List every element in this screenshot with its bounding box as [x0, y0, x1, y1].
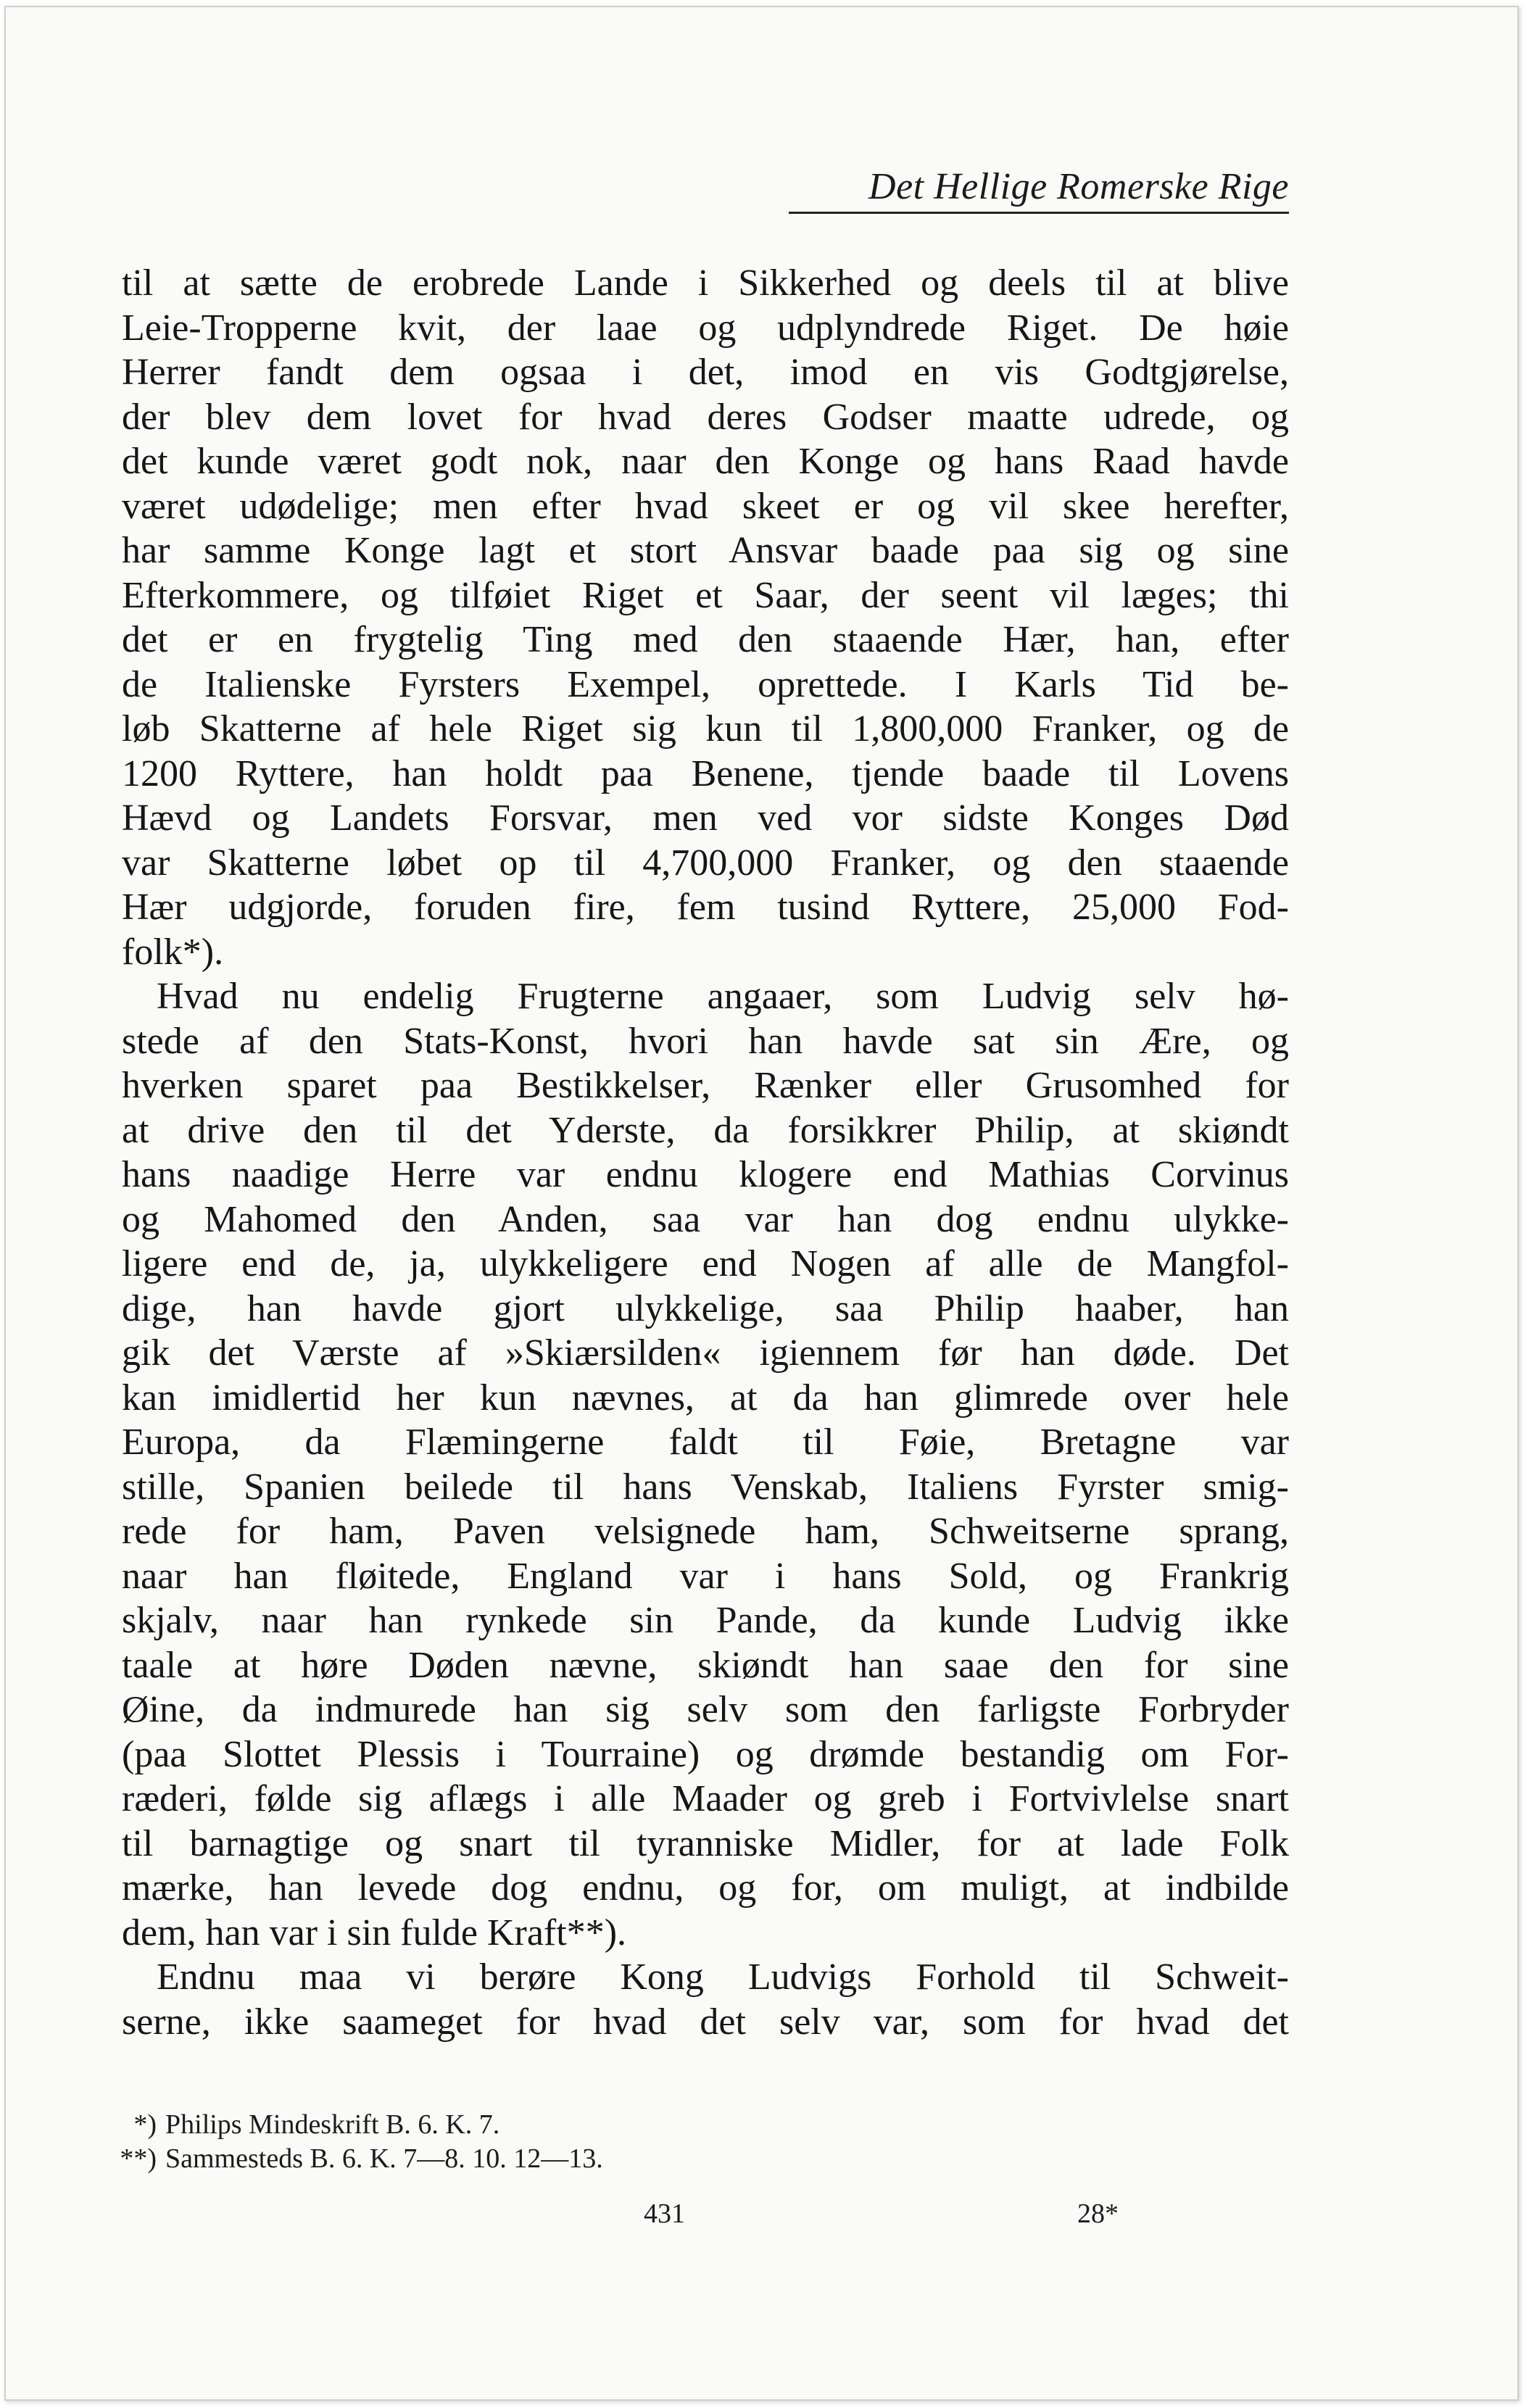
text-line: serne, ikke saameget for hvad det selv var, som for hvad det [122, 2001, 1289, 2043]
footnote-text: Philips Mindeskrift B. 6. K. 7. [165, 2109, 500, 2140]
text-line: taale at høre Døden nævne, skiøndt han saae den for sine [122, 1644, 1289, 1686]
footnote [122, 2108, 1289, 2142]
text-line: rede for ham, Paven velsignede ham, Schweitserne sprang, [122, 1511, 1289, 1552]
text-line: stede af den Stats-Konst, hvori han havde sat sin Ære, og [122, 1020, 1289, 1062]
running-head: Det Hellige Romerske Rige [789, 165, 1289, 214]
text-line: de Italienske Fyrsters Exempel, oprettede. I Karls Tid be- [122, 663, 1289, 705]
text-line: Hær udgjorde, foruden fire, fem tusind Ryttere, 25,000 Fod- [122, 887, 1289, 928]
text-line: løb Skatterne af hele Riget sig kun til 1,800,000 Franker, og de [122, 708, 1289, 750]
text-line: at drive den til det Yderste, da forsikkrer Philip, at skiøndt [122, 1109, 1289, 1151]
text-line: Efterkommere, og tilføiet Riget et Saar, der seent vil læges; thi [122, 574, 1289, 616]
text-line: Øine, da indmurede han sig selv som den farligste Forbryder [122, 1689, 1289, 1730]
footnote [122, 2142, 1289, 2176]
text-line: 1200 Ryttere, han holdt paa Benene, tjende baade til Lovens [122, 752, 1289, 794]
page-number: 431 [644, 2199, 685, 2229]
text-line: til barnagtige og snart til tyranniske Midler, for at lade Folk [122, 1822, 1289, 1864]
text-line: stille, Spanien beilede til hans Venskab, Italiens Fyrster smig- [122, 1466, 1289, 1508]
footnote-mark: *) [133, 2109, 157, 2140]
text-line: Leie-Tropperne kvit, der laae og udplyndrede Riget. De høie [122, 307, 1289, 349]
book-page [4, 6, 1519, 2401]
footnote-mark: **) [120, 2143, 157, 2174]
footnotes [122, 2108, 1289, 2176]
text-line: mærke, han levede dog endnu, og for, om muligt, at indbilde [122, 1867, 1289, 1909]
text-line: Europa, da Flæmingerne faldt til Føie, Bretagne var [122, 1421, 1289, 1463]
text-line: kan imidlertid her kun nævnes, at da han glimrede over hele [122, 1377, 1289, 1419]
text-line: det er en frygtelig Ting med den staaende Hær, han, efter [122, 619, 1289, 660]
text-line: og Mahomed den Anden, saa var han dog endnu ulykke- [122, 1198, 1289, 1240]
text-line: Hvad nu endelig Frugterne angaaer, som Ludvig selv hø- [157, 976, 1289, 1017]
text-line: folk*). [122, 931, 224, 973]
text-line: dem, han var i sin fulde Kraft**). [122, 1911, 627, 1954]
text-line: skjalv, naar han rynkede sin Pande, da kunde Ludvig ikke [122, 1600, 1289, 1641]
text-line: naar han fløitede, England var i hans Sold, og Frankrig [122, 1555, 1289, 1597]
text-line: ræderi, følde sig aflægs i alle Maader og greb i Fortvivlelse snart [122, 1778, 1289, 1819]
signature-mark: 28* [1077, 2199, 1119, 2229]
text-line: hverken sparet paa Bestikkelser, Rænker eller Grusomhed for [122, 1065, 1289, 1106]
text-line: Herrer fandt dem ogsaa i det, imod en vis Godtgjørelse, [122, 352, 1289, 393]
text-line: hans naadige Herre var endnu klogere end Mathias Corvinus [122, 1154, 1289, 1195]
text-line: været udødelige; men efter hvad skeet er og vil skee herefter, [122, 485, 1289, 527]
text-line: ligere end de, ja, ulykkeligere end Nogen af alle de Mangfol- [122, 1243, 1289, 1284]
text-line: Hævd og Landets Forsvar, men ved vor sidste Konges Død [122, 797, 1289, 839]
body-text [122, 261, 1289, 2044]
text-line: gik det Værste af »Skiærsilden« igiennem før han døde. Det [122, 1332, 1289, 1374]
text-line: Endnu maa vi berøre Kong Ludvigs Forhold til Schweit- [157, 1956, 1289, 1998]
text-line: var Skatterne løbet op til 4,700,000 Franker, og den staaende [122, 842, 1289, 884]
text-line: til at sætte de erobrede Lande i Sikkerhed og deels til at blive [122, 262, 1289, 304]
text-line: der blev dem lovet for hvad deres Godser maatte udrede, og [122, 396, 1289, 438]
text-line: (paa Slottet Plessis i Tourraine) og drømde bestandig om For- [122, 1733, 1289, 1775]
footnote-text: Sammesteds B. 6. K. 7—8. 10. 12—13. [165, 2143, 603, 2174]
text-line: det kunde været godt nok, naar den Konge og hans Raad havde [122, 441, 1289, 482]
text-line: dige, han havde gjort ulykkelige, saa Philip haaber, han [122, 1287, 1289, 1329]
text-line: har samme Konge lagt et stort Ansvar baade paa sig og sine [122, 530, 1289, 571]
